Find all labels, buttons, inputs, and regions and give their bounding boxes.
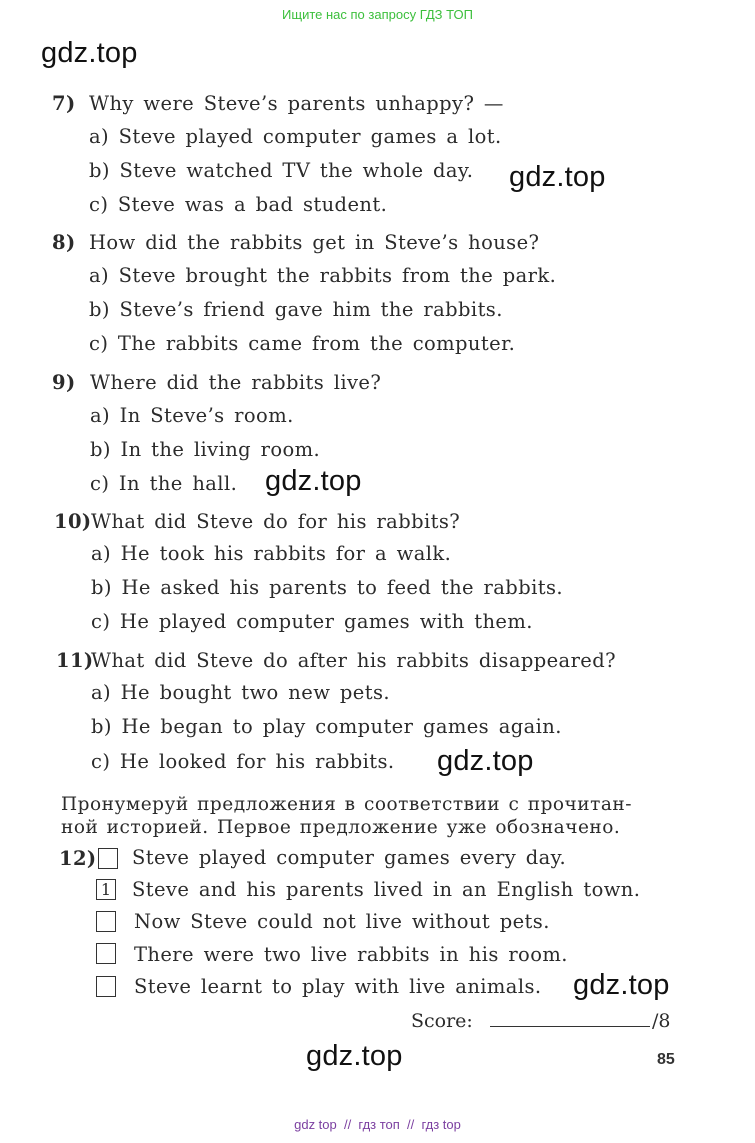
order-sentence: Now Steve could not live without pets. (134, 910, 550, 933)
order-box[interactable] (96, 943, 116, 964)
question-9 (52, 371, 381, 394)
order-sentence: Steve played computer games every day. (132, 846, 567, 869)
option-9b: b) In the living room. (90, 438, 321, 461)
option-11b: b) He began to play computer games again. (91, 715, 562, 738)
order-box[interactable] (96, 911, 116, 932)
question-number: 11) (56, 649, 94, 672)
order-sentence: Steve and his parents lived in an English town. (132, 878, 641, 901)
instruction-line: Пронумеруй предложения в соответствии с прочитан- (61, 794, 632, 815)
question-10 (54, 510, 460, 533)
question-text: What did Steve do for his rabbits? (91, 510, 461, 533)
question-number: 7) (52, 92, 76, 115)
order-box[interactable] (98, 848, 118, 869)
instruction-line: ной историей. Первое предложение уже обозначено. (61, 817, 621, 838)
question-number: 9) (52, 371, 76, 394)
option-11a: a) He bought two new pets. (91, 681, 390, 704)
question-7 (52, 92, 504, 115)
question-text: Where did the rabbits live? (90, 371, 382, 394)
watermark: gdz.top (306, 1040, 403, 1072)
option-10a: a) He took his rabbits for a walk. (91, 542, 452, 565)
top-banner[interactable]: Ищите нас по запросу ГДЗ ТОП (282, 7, 473, 22)
question-text: Why were Steve’s parents unhappy? — (89, 92, 504, 115)
option-7b: b) Steve watched TV the whole day. (89, 159, 474, 182)
question-text: What did Steve do after his rabbits disappeared? (91, 649, 616, 672)
option-8c: c) The rabbits came from the computer. (89, 332, 516, 355)
instruction (61, 793, 681, 839)
watermark: gdz.top (509, 161, 606, 193)
option-9a: a) In Steve’s room. (90, 404, 294, 427)
page-number: 85 (657, 1051, 675, 1068)
order-box[interactable] (96, 976, 116, 997)
option-10c: c) He played computer games with them. (91, 610, 533, 633)
question-number: 8) (52, 231, 76, 254)
question-11 (56, 649, 616, 672)
order-box[interactable]: 1 (96, 879, 116, 900)
score-blank[interactable] (490, 1026, 650, 1027)
option-8b: b) Steve’s friend gave him the rabbits. (89, 298, 503, 321)
order-sentence: There were two live rabbits in his room. (134, 943, 568, 966)
question-number: 12) (59, 847, 97, 870)
question-12-number (59, 847, 97, 870)
option-8a: a) Steve brought the rabbits from the park. (89, 264, 557, 287)
option-9c: c) In the hall. (90, 472, 238, 495)
option-10b: b) He asked his parents to feed the rabbits. (91, 576, 563, 599)
question-text: How did the rabbits get in Steve’s house? (89, 231, 540, 254)
watermark: gdz.top (41, 37, 138, 69)
watermark: gdz.top (437, 745, 534, 777)
question-8 (52, 231, 539, 254)
score-max: /8 (652, 1010, 671, 1032)
order-sentence: Steve learnt to play with live animals. (134, 975, 542, 998)
question-number: 10) (54, 510, 92, 533)
score-label: Score: (411, 1010, 473, 1032)
option-7a: a) Steve played computer games a lot. (89, 125, 502, 148)
footer-links[interactable]: gdz top // гдз топ // гдз top (294, 1117, 461, 1132)
option-11c: c) He looked for his rabbits. (91, 750, 395, 773)
option-7c: c) Steve was a bad student. (89, 193, 388, 216)
watermark: gdz.top (265, 465, 362, 497)
watermark: gdz.top (573, 969, 670, 1001)
